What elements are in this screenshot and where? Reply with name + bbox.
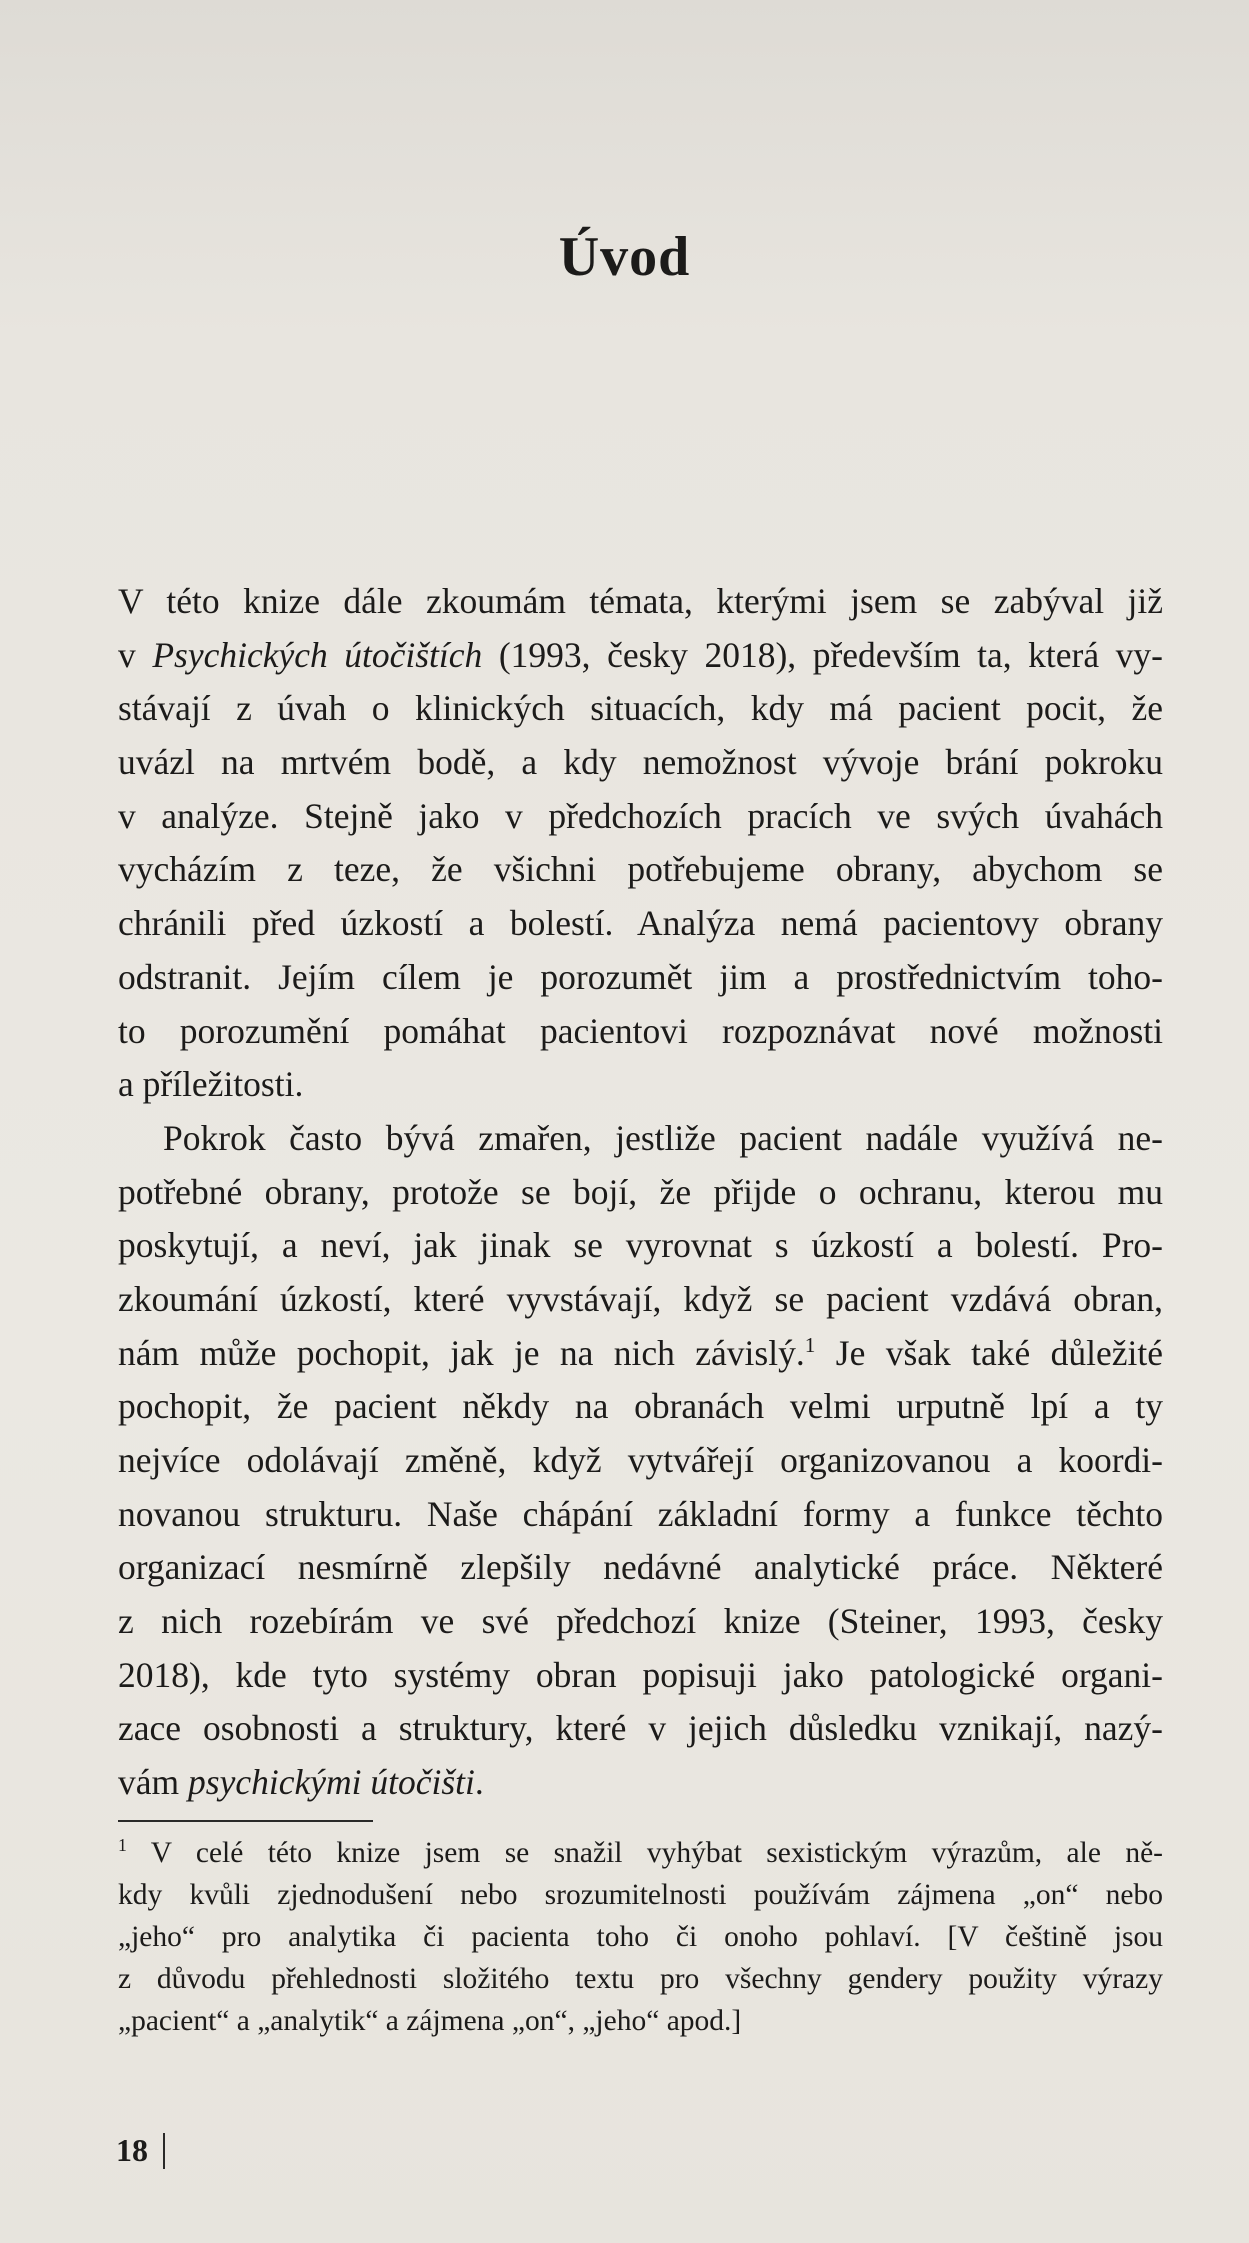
footnote-line: „pacient“ a „analytik“ a zájmena „on“, „jeho“ apod.] <box>118 2005 742 2037</box>
text-line <box>118 1756 1163 1810</box>
text-fragment: nám může pochopit, jak je na nich závislý. <box>118 1332 805 1373</box>
text-line: pochopit, že pacient někdy na obranách velmi urputně lpí a ty <box>118 1386 1163 1427</box>
paragraph-1 <box>118 575 1163 1112</box>
footnote <box>118 1832 1163 2042</box>
footnote-line: z důvodu přehlednosti složitého textu pro všechny gendery použity výrazy <box>118 1963 1163 1995</box>
text-fragment: (1993, česky 2018), především ta, která vy- <box>482 634 1163 675</box>
page-number: 18 <box>116 2132 148 2168</box>
footnote-separator <box>118 1820 373 1822</box>
text-line: chránili před úzkostí a bolestí. Analýza nemá pacientovy obrany <box>118 903 1163 944</box>
text-line: V této knize dále zkoumám témata, kterými jsem se zabýval již <box>118 581 1163 621</box>
book-title-italic: Psychických útočištích <box>152 634 483 675</box>
text-fragment: V celé této knize jsem se snažil vyhýbat sexistickým výrazům, ale ně- <box>126 1837 1163 1869</box>
text-fragment: v <box>118 634 153 675</box>
text-line: poskytují, a neví, jak jinak se vyrovnat s úzkostí a bolestí. Pro- <box>118 1225 1163 1266</box>
text-line: 2018), kde tyto systémy obran popisuji jako patologické organi- <box>118 1654 1163 1695</box>
text-line: nejvíce odolávají změně, když vytvářejí organizovanou a koordi- <box>118 1440 1163 1480</box>
text-line: v analýze. Stejně jako v předchozích pracích ve svých úvahách <box>118 795 1163 836</box>
footnote-line: „jeho“ pro analytika či pacienta toho či onoho pohlaví. [V češtině jsou <box>118 1921 1163 1953</box>
text-line: potřebné obrany, protože se bojí, že přijde o ochranu, kterou mu <box>118 1171 1163 1212</box>
text-line: zkoumání úzkostí, které vyvstávají, když se pacient vzdává obran, <box>118 1278 1163 1319</box>
chapter-title: Úvod <box>558 226 691 288</box>
paragraph-2 <box>118 1112 1163 1810</box>
footnote-marker: 1 <box>118 1835 127 1856</box>
body-text <box>118 575 1163 1810</box>
text-line <box>118 629 1163 683</box>
footnote-reference[interactable]: 1 <box>804 1332 816 1357</box>
text-line <box>118 1327 1163 1381</box>
text-line: organizací nesmírně zlepšily nedávné analytické práce. Některé <box>118 1547 1163 1588</box>
text-line: a příležitosti. <box>118 1064 304 1105</box>
text-line: Pokrok často bývá zmařen, jestliže pacient nadále využívá ne- <box>163 1117 1163 1158</box>
text-fragment: Je však také důležité <box>815 1332 1163 1373</box>
page-number-divider <box>163 2133 165 2169</box>
text-line: odstranit. Jejím cílem je porozumět jim a prostřednictvím toho- <box>118 956 1163 997</box>
text-line: zace osobnosti a struktury, které v jejich důsledku vznikají, nazý- <box>118 1708 1163 1749</box>
text-fragment: . <box>474 1762 484 1803</box>
text-line: z nich rozebírám ve své předchozí knize (Steiner, 1993, česky <box>118 1601 1163 1642</box>
text-line: uvázl na mrtvém bodě, a kdy nemožnost vývoje brání pokroku <box>118 742 1163 783</box>
text-fragment: vám <box>118 1762 188 1803</box>
term-italic: psychickými útočišti <box>188 1762 475 1803</box>
footnote-line <box>118 1832 1163 1874</box>
footnote-line: kdy kvůli zjednodušení nebo srozumitelnosti používám zájmena „on“ nebo <box>118 1879 1163 1911</box>
text-line: novanou strukturu. Naše chápání základní formy a funkce těchto <box>118 1493 1163 1534</box>
text-line: vycházím z teze, že všichni potřebujeme obrany, abychom se <box>118 849 1163 890</box>
text-line: to porozumění pomáhat pacientovi rozpoznávat nové možnosti <box>118 1010 1163 1051</box>
text-line: stávají z úvah o klinických situacích, kdy má pacient pocit, že <box>118 688 1163 729</box>
